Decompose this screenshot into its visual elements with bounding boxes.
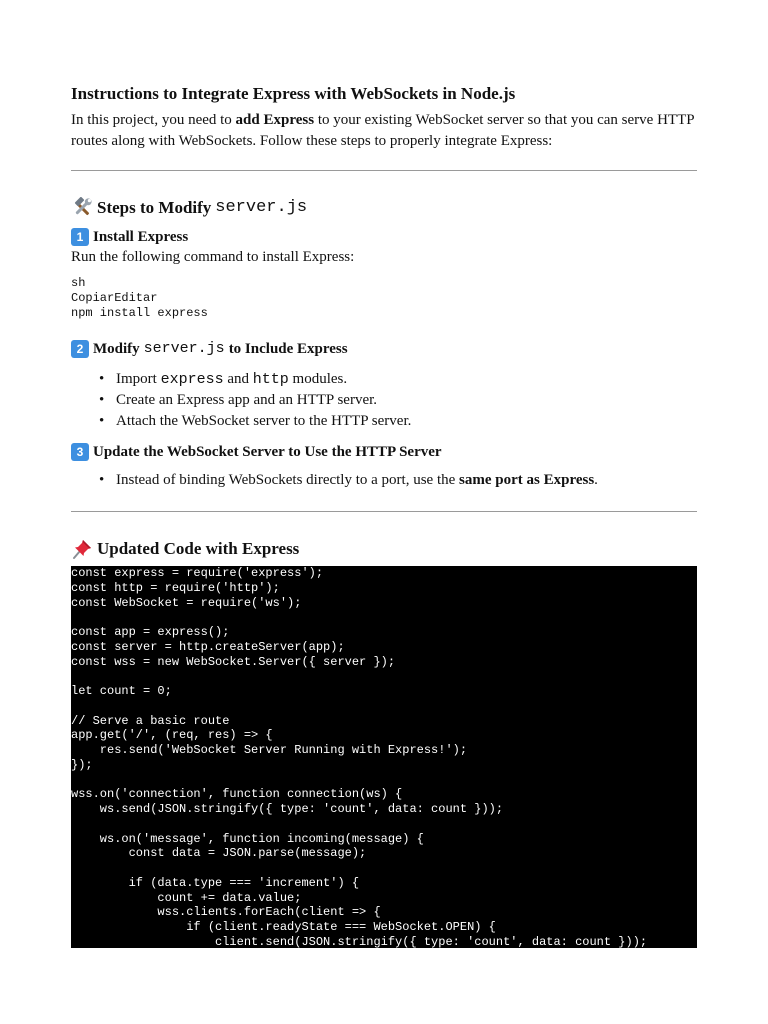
inline-code: express (160, 371, 224, 388)
code-block (71, 566, 697, 948)
intro-text-after: to your existing WebSocket server so that you can serve HTTP routes along with WebSockets. Follow these steps to properly integrate Express: (71, 112, 695, 149)
step2-bullet-list (71, 369, 411, 432)
steps-heading (71, 197, 307, 219)
bullet-bold-text: same port as Express (459, 472, 595, 488)
divider (71, 511, 697, 512)
bullet-text: Import (116, 371, 161, 387)
intro-paragraph (71, 110, 697, 152)
code-line: npm install express (71, 306, 208, 320)
step1-title: Install Express (93, 229, 189, 245)
code-line: CopiarEditar (71, 291, 158, 305)
list-item: • Attach the WebSocket server to the HTTP server. (116, 411, 411, 432)
step1-text: Run the following command to install Express: (71, 249, 355, 265)
install-code-snippet (71, 276, 208, 321)
code-section-heading-text: Updated Code with Express (97, 539, 300, 558)
inline-code: http (252, 371, 289, 388)
code-block-content: const express = require('express'); const http = require('http'); const WebSocket = require('ws'); const app = express(); const server = http.createServer(app); const wss = new WebSocket.Server({ server }); let count = 0; // Serve a basic route app.get('/', (req, res) => { res.send('WebSocket Server Running with Express!'); }); wss.on('connection', function connection(ws) { ws.send(JSON.stringify({ type: 'count', data: count })); ws.on('message', function incoming(message) { const data = JSON.parse(message); if (data.type === 'increment') { count += data.value; wss.clients.forEach(client => { if (client.readyState === WebSocket.OPEN) { client.send(JSON.stringify({ type: 'count', data: count })); (71, 566, 648, 948)
step2-heading (71, 339, 348, 359)
list-item: • Create an Express app and an HTTP server. (116, 390, 411, 411)
bullet-text: . (594, 472, 598, 488)
keycap-three-icon: 3 (71, 443, 89, 461)
pushpin-icon (71, 538, 93, 560)
step2-title-before: Modify (93, 341, 140, 357)
bullet-text: and (223, 371, 253, 387)
step2-title-after: to Include Express (228, 341, 348, 357)
step3-heading (71, 442, 442, 462)
bullet-text: Instead of binding WebSockets directly to a port, use the (116, 472, 460, 488)
step3-bullet-list (71, 470, 598, 491)
page-title: Instructions to Integrate Express with WebSockets in Node.js (71, 84, 516, 103)
steps-heading-code: server.js (215, 198, 308, 217)
code-section-heading (71, 538, 299, 560)
list-item (116, 369, 411, 390)
keycap-two-icon: 2 (71, 340, 89, 358)
hammer-and-wrench-icon (71, 197, 93, 219)
step2-title-code: server.js (143, 340, 225, 357)
bullet-text: modules. (288, 371, 348, 387)
code-line: sh (71, 276, 86, 290)
keycap-one-icon: 1 (71, 228, 89, 246)
step1-heading (71, 227, 188, 247)
intro-text-bold: add Express (235, 112, 315, 128)
steps-heading-text: Steps to Modify (97, 198, 212, 217)
divider (71, 170, 697, 171)
intro-text-before: In this project, you need to (71, 112, 236, 128)
list-item (116, 470, 598, 491)
step3-title: Update the WebSocket Server to Use the HTTP Server (93, 444, 442, 460)
